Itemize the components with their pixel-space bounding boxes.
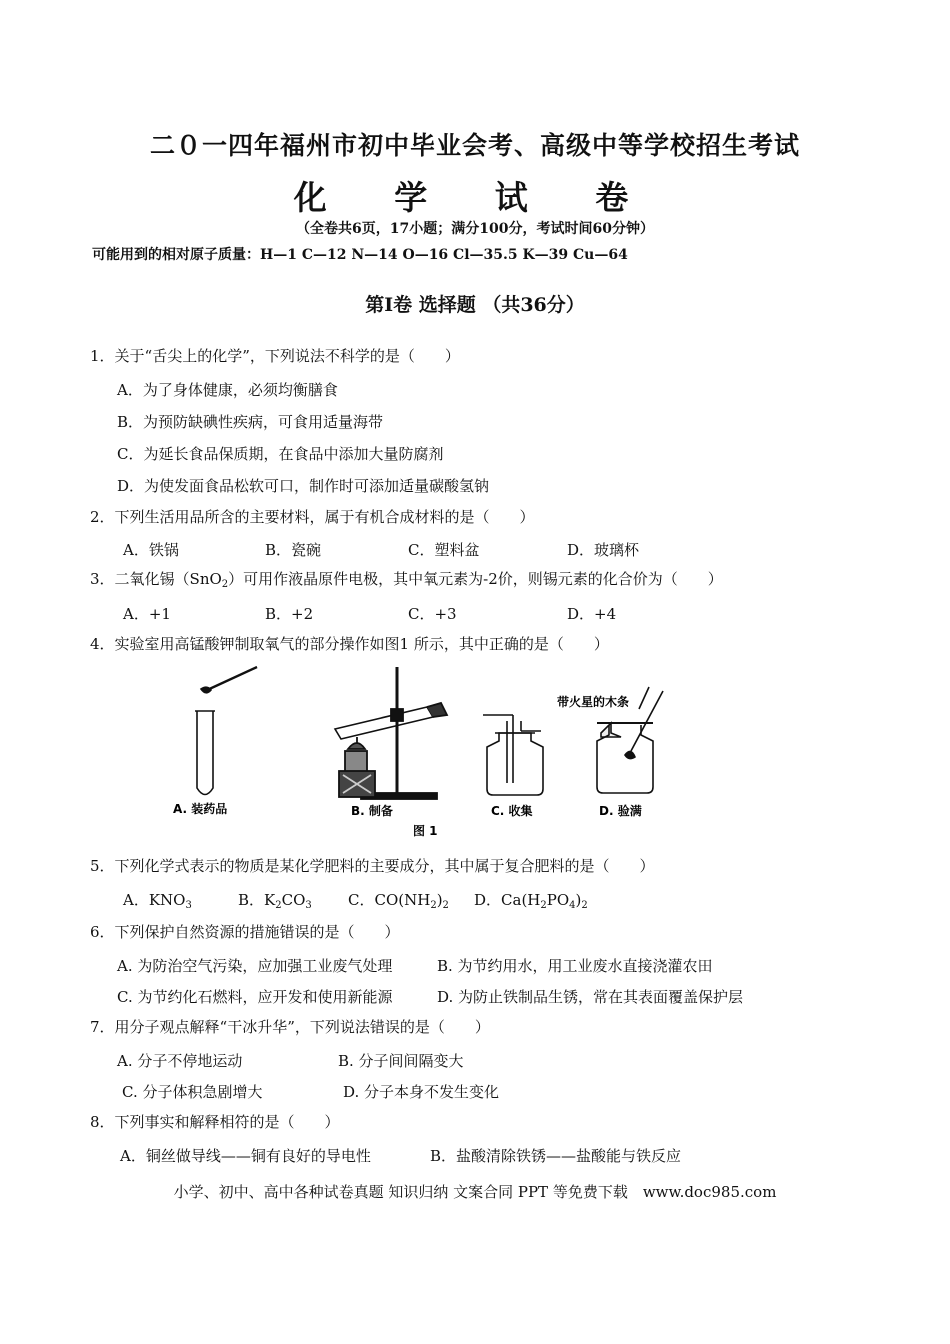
figure-label-b: B. 制备 — [351, 804, 393, 818]
q6-option-b: B. 为节约用水，用工业废水直接浇灌农田 — [437, 957, 713, 975]
q3-stem: 3．二氧化锡（SnO$_2$）可用作液晶原件电极，其中氧元素为-2价，则锡元素的化合价为（ ） — [90, 570, 723, 590]
q6-stem: 6．下列保护自然资源的措施错误的是（ ） — [90, 923, 400, 941]
q4-stem: 4．实验室用高锰酸钾制取氧气的部分操作如图1 所示，其中正确的是（ ） — [90, 635, 609, 653]
q1-option-a: A．为了身体健康，必须均衡膳食 — [117, 381, 338, 399]
q3-option-b: B．+2 — [265, 605, 314, 623]
exam-info: （全卷共6页，17小题；满分100分，考试时间60分钟） — [296, 221, 654, 237]
section-title: 第Ⅰ卷 选择题 （共36分） — [365, 294, 585, 316]
q1-option-d: D．为使发面食品松软可口，制作时可添加适量碳酸氢钠 — [117, 477, 490, 495]
q1-option-c: C．为延长食品保质期，在食品中添加大量防腐剂 — [117, 445, 444, 463]
q7-option-d: D. 分子本身不发生变化 — [343, 1083, 500, 1101]
q6-option-c: C. 为节约化石燃料，应开发和使用新能源 — [117, 988, 393, 1006]
q1-stem: 1．关于“舌尖上的化学”，下列说法不科学的是（ ） — [90, 347, 460, 365]
q2-stem: 2．下列生活用品所含的主要材料，属于有机合成材料的是（ ） — [90, 508, 535, 526]
q7-option-b: B. 分子间间隔变大 — [338, 1052, 464, 1070]
q6-option-d: D. 为防止铁制品生锈，常在其表面覆盖保护层 — [437, 988, 744, 1006]
q2-option-a: A．铁锅 — [123, 541, 179, 559]
figure-label-c: C. 收集 — [491, 804, 533, 818]
heating-apparatus-illustration — [335, 667, 447, 799]
glowing-splint-annotation: 带火星的木条 — [557, 695, 630, 709]
q5-option-c: C．$CO(NH_2)_2$ — [348, 891, 449, 911]
test-tube-illustration — [195, 667, 257, 795]
footer-watermark: 小学、初中、高中各种试卷真题 知识归纳 文案合同 PPT 等免费下载 www.doc985.com — [173, 1183, 777, 1201]
figure-caption: 图 1 — [413, 824, 438, 838]
q5-stem: 5．下列化学式表示的物质是某化学肥料的主要成分，其中属于复合肥料的是（ ） — [90, 857, 655, 875]
exam-title: 二０一四年福州市初中毕业会考、高级中等学校招生考试 — [149, 131, 800, 160]
q8-option-a: A．铜丝做导线——铜有良好的导电性 — [120, 1147, 371, 1165]
q5-option-b: B．$K_2CO_3$ — [238, 891, 312, 911]
collection-bottle-illustration — [483, 715, 543, 795]
q2-option-b: B．瓷碗 — [265, 541, 322, 559]
atomic-masses: 可能用到的相对原子质量：H—1 C—12 N—14 O—16 Cl—35.5 K—39 Cu—64 — [92, 247, 628, 263]
q2-option-d: D．玻璃杯 — [567, 541, 640, 559]
q8-stem: 8．下列事实和解释相符的是（ ） — [90, 1113, 340, 1131]
q5-option-d: D．$Ca(H_2PO_4)_2$ — [474, 891, 588, 911]
q3-option-d: D．+4 — [567, 605, 617, 623]
q7-option-a: A. 分子不停地运动 — [117, 1052, 243, 1070]
exam-subject: 化 学 试 卷 — [293, 178, 657, 217]
q3-option-a: A．+1 — [123, 605, 171, 623]
figure-label-a: A. 装药品 — [173, 802, 228, 816]
q6-option-a: A. 为防治空气污染，应加强工业废气处理 — [117, 957, 393, 975]
q5-option-a: A．$KNO_3$ — [123, 891, 192, 911]
figure-label-d: D. 验满 — [599, 804, 642, 818]
q1-option-b: B．为预防缺碘性疾病，可食用适量海带 — [117, 413, 384, 431]
q7-stem: 7．用分子观点解释“干冰升华”，下列说法错误的是（ ） — [90, 1018, 490, 1036]
figure-1-lab-apparatus — [165, 663, 695, 848]
q7-option-c: C. 分子体积急剧增大 — [122, 1083, 263, 1101]
q3-option-c: C．+3 — [408, 605, 457, 623]
q8-option-b: B．盐酸清除铁锈——盐酸能与铁反应 — [430, 1147, 682, 1165]
q2-option-c: C．塑料盆 — [408, 541, 480, 559]
